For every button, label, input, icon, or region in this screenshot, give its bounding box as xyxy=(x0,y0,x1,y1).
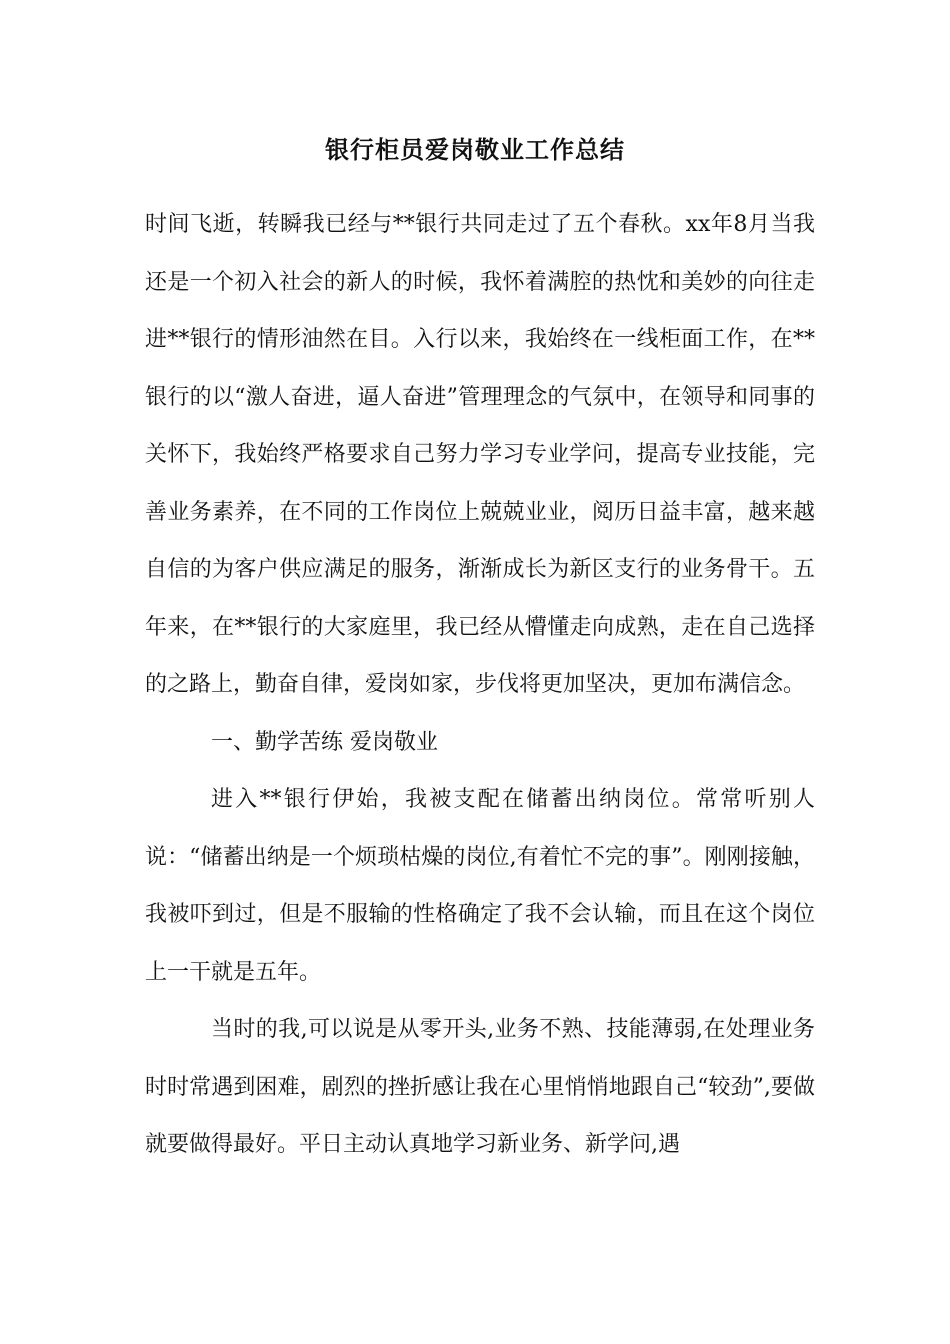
document-body xyxy=(145,196,815,1174)
document-title: 银行柜员爱岗敬业工作总结 xyxy=(325,135,625,164)
paragraph-intro: 时间飞逝，转瞬我已经与**银行共同走过了五个春秋。xx年8月当我还是一个初入社会的新人的时候，我怀着满腔的热忱和美妙的向往走进**银行的情形油然在目。入行以来，我始终在一线柜面工作，在**银行的以“激人奋进，逼人奋进”管理理念的气氛中，在领导和同事的关怀下，我始终严格要求自己努力学习专业学问，提高专业技能，完善业务素养，在不同的工作岗位上兢兢业业，阅历日益丰富，越来越自信的为客户供应满足的服务，渐渐成长为新区支行的业务骨干。五年来，在**银行的大家庭里，我已经从懵懂走向成熟，走在自己选择的之路上，勤奋自律，爱岗如家，步伐将更加坚决，更加布满信念。 xyxy=(145,212,815,697)
section-heading: 一、勤学苦练 爱岗敬业 xyxy=(211,729,438,755)
paragraph-cashier-post: 进入**银行伊始，我被支配在储蓄出纳岗位。常常听别人说：“储蓄出纳是一个烦琐枯燥的岗位,有着忙不完的事”。刚刚接触，我被吓到过，但是不服输的性格确定了我不会认输，而且在这个岗位上一干就是五年。 xyxy=(145,787,815,985)
paragraph-early-days: 当时的我,可以说是从零开头,业务不熟、技能薄弱,在处理业务时时常遇到困难，剧烈的挫折感让我在心里悄悄地跟自己“较劲”,要做就要做得最好。平日主动认真地学习新业务、新学问,遇 xyxy=(145,1017,815,1157)
